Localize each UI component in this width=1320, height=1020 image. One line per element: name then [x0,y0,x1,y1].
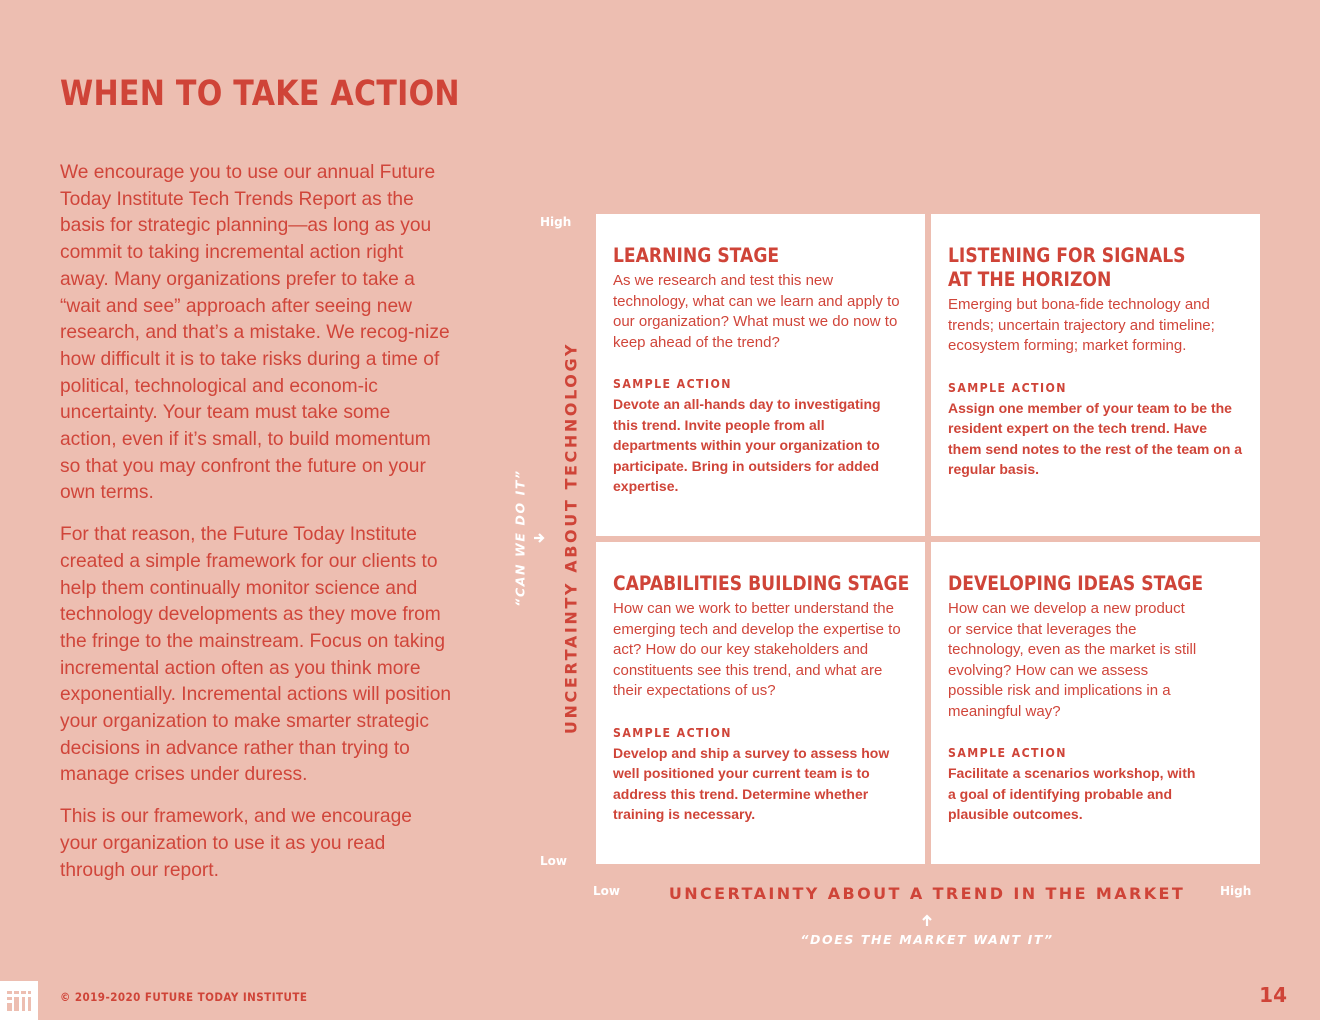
quadrant-description: How can we develop a new product or service that leverages the technology, even as the market is still evolving? How can we assess possible risk and implications in a meaningful way? [948,600,1197,720]
quadrant-title [948,244,1208,292]
x-axis-low-label: Low [593,884,620,898]
quadrant-title-line-1: LISTENING FOR SIGNALS [948,244,1186,267]
intro-text [60,160,452,899]
quadrant-title: DEVELOPING IDEAS STAGE [948,572,1204,595]
paragraph-2: For that reason, the Future Today Institute created a simple framework for our clients to help them continually monitor science and technology developments as they move from the fringe to the mainstream. Focus on taking incremental action often as you think more exponentially. Incremental actions will position your organization to make smarter strategic decisions in advance rather than trying to manage crises under duress. [60,524,452,786]
sample-action-text: Assign one member of your team to be the resident expert on the tech trend. Have them send notes to the rest of the team on a regular basis. [948,399,1243,477]
x-axis-title: UNCERTAINTY ABOUT A TREND IN THE MARKET [668,884,1186,903]
y-axis-subtitle: “CAN WE DO IT” [512,469,528,607]
paragraph-3: This is our framework, and we encourage your organization to use it as you read through our report. [60,806,412,881]
sample-action-text: Develop and ship a survey to assess how well positioned your current team is to address this trend. Determine whether training is necessary. [613,744,890,822]
fti-logo-icon [0,981,38,1020]
x-axis-high-label: High [1220,884,1252,898]
y-axis-high-label: High [540,215,572,229]
page-title: WHEN TO TAKE ACTION [60,74,460,114]
y-axis-title: UNCERTAINTY ABOUT TECHNOLOGY [561,341,581,735]
arrow-right-icon [532,530,546,546]
arrow-up-icon [920,913,934,927]
paragraph-1: We encourage you to use our annual Future Today Institute Tech Trends Report as the basis for strategic planning—as long as you commit to taking incremental action right away. Many organizations prefer to take a “wait and see” approach after seeing new research, and that’s a mistake. We recog-nize how difficult it is to take risks during a time of political, technological and econom-ic uncertainty. Your team must take some action, even if it’s small, to build momentum so that you may confront the future on your own terms. [60,162,450,504]
copyright-text: © 2019-2020 FUTURE TODAY INSTITUTE [60,990,308,1004]
sample-action-text: Devote an all-hands day to investigating this trend. Invite people from all departments within your organization to participate. Bring in outsiders for added expertise. [613,396,881,494]
quadrant-description: As we research and test this new technology, what can we learn and apply to our organization? What must we do now to keep ahead of the trend? [613,272,900,351]
x-axis-subtitle: “DOES THE MARKET WANT IT” [800,932,1054,947]
sample-action-label: SAMPLE ACTION [948,379,1067,395]
quadrant-description: How can we work to better understand the emerging tech and develop the expertise to act? How do our key stakeholders and constituents see this trend, and what are their expectations of us? [613,600,901,699]
quadrant-capabilities-building [596,542,925,864]
sample-action-label: SAMPLE ACTION [948,745,1067,760]
quadrant-title: CAPABILITIES BUILDING STAGE [613,572,910,595]
quadrant-developing-ideas [931,542,1260,864]
quadrant-title-line-2: AT THE HORIZON [948,268,1112,291]
page-number: 14 [1259,983,1287,1007]
y-axis-low-label: Low [540,854,567,868]
sample-action-label: SAMPLE ACTION [613,724,732,740]
quadrant-listening-for-signals [931,214,1260,536]
quadrant-title: LEARNING STAGE [613,244,780,267]
sample-action-text: Facilitate a scenarios workshop, with a goal of identifying probable and plausible outcomes. [948,765,1196,822]
quadrant-learning-stage [596,214,925,536]
sample-action-label: SAMPLE ACTION [613,376,732,391]
quadrant-description: Emerging but bona-fide technology and trends; uncertain trajectory and timeline; ecosystem forming; market forming. [948,296,1215,354]
